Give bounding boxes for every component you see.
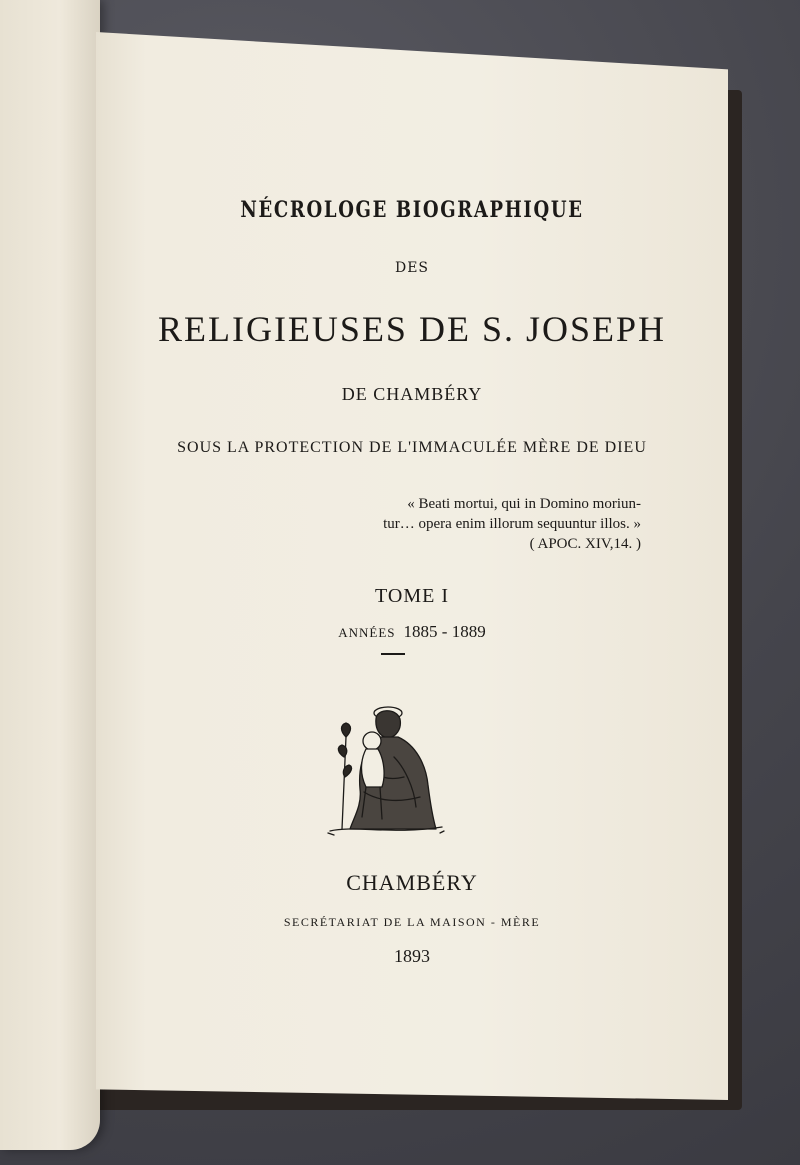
- title-page-content: [96, 32, 728, 1100]
- publisher: SECRÉTARIAT DE LA MAISON - MÈRE: [283, 915, 541, 929]
- volume-label: TOME I: [375, 585, 449, 607]
- subtitle: SOUS LA PROTECTION DE L'IMMACULÉE MÈRE DE DIEU: [177, 439, 647, 456]
- epigraph-line-1: « Beati mortui, qui in Domino moriun-: [407, 496, 641, 512]
- main-title-line-1: NÉCROLOGE BIOGRAPHIQUE: [240, 197, 584, 223]
- epigraph-citation: ( APOC. XIV,14. ): [529, 536, 641, 552]
- left-page: [0, 0, 100, 1150]
- main-title-line-3: RELIGIEUSES DE S. JOSEPH: [157, 309, 667, 349]
- separator-rule: [381, 653, 405, 655]
- years-label: ANNÉES: [338, 625, 396, 640]
- years-range: 1885 - 1889: [403, 622, 486, 641]
- main-title-line-2: DES: [394, 260, 430, 276]
- years-line: [96, 622, 728, 642]
- saint-joseph-with-child-icon: [324, 697, 446, 837]
- epigraph: [376, 494, 641, 554]
- publication-city: CHAMBÉRY: [346, 870, 478, 895]
- publication-year: 1893: [394, 946, 430, 966]
- main-title-line-4: DE CHAMBÉRY: [341, 384, 483, 404]
- epigraph-line-2: tur… opera enim illorum sequuntur illos. »: [383, 516, 641, 532]
